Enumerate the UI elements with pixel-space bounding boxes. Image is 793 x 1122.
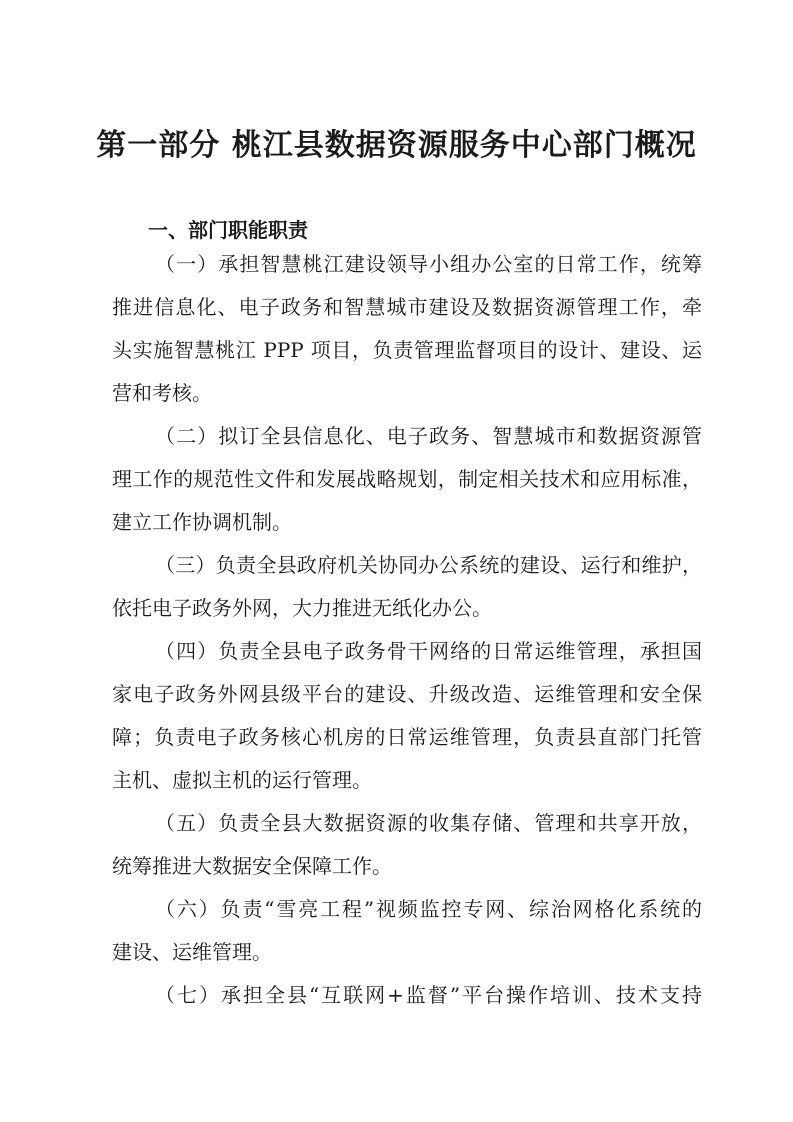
paragraph-line: 建设、运维管理。 (112, 940, 272, 964)
paragraph-line: （三）负责全县政府机关协同办公系统的建设、运行和维护， (155, 553, 702, 577)
paragraph-3 (112, 544, 702, 630)
paragraph-line: 头实施智慧桃江 PPP 项目，负责管理监督项目的设计、建设、运 (112, 338, 702, 362)
paragraph-1 (112, 243, 702, 415)
paragraph-line: （二）拟订全县信息化、电子政务、智慧城市和数据资源管 (155, 424, 702, 448)
paragraph-line: （四）负责全县电子政务骨干网络的日常运维管理，承担国 (155, 639, 702, 663)
page-title: 第一部分 桃江县数据资源服务中心部门概况 (96, 128, 697, 163)
section-heading: 一、部门职能职责 (148, 218, 308, 242)
paragraph-line: 家电子政务外网县级平台的建设、升级改造、运维管理和安全保 (112, 682, 702, 706)
paragraph-line: 统筹推进大数据安全保障工作。 (112, 854, 392, 878)
paragraph-line: （五）负责全县大数据资源的收集存储、管理和共享开放， (155, 811, 702, 835)
paragraph-line: 建立工作协调机制。 (112, 510, 292, 534)
paragraph-line: 依托电子政务外网，大力推进无纸化办公。 (112, 596, 492, 620)
paragraph-line: （一）承担智慧桃江建设领导小组办公室的日常工作，统筹 (155, 252, 702, 276)
paragraph-line: 营和考核。 (112, 381, 212, 405)
paragraph-line: 理工作的规范性文件和发展战略规划，制定相关技术和应用标准， (112, 467, 702, 491)
paragraph-2 (112, 415, 702, 544)
paragraph-5 (112, 802, 702, 888)
paragraph-line: （七）承担全县“互联网+监督”平台操作培训、技术支持 (155, 983, 702, 1007)
paragraph-line: 障；负责电子政务核心机房的日常运维管理，负责县直部门托管 (112, 725, 702, 749)
paragraph-7 (112, 974, 702, 1017)
paragraph-line: （六）负责“雪亮工程”视频监控专网、综治网格化系统的 (155, 897, 702, 921)
paragraph-4 (112, 630, 702, 802)
paragraph-line: 主机、虚拟主机的运行管理。 (112, 768, 372, 792)
paragraph-6 (112, 888, 702, 974)
paragraph-line: 推进信息化、电子政务和智慧城市建设及数据资源管理工作，牵 (112, 295, 702, 319)
